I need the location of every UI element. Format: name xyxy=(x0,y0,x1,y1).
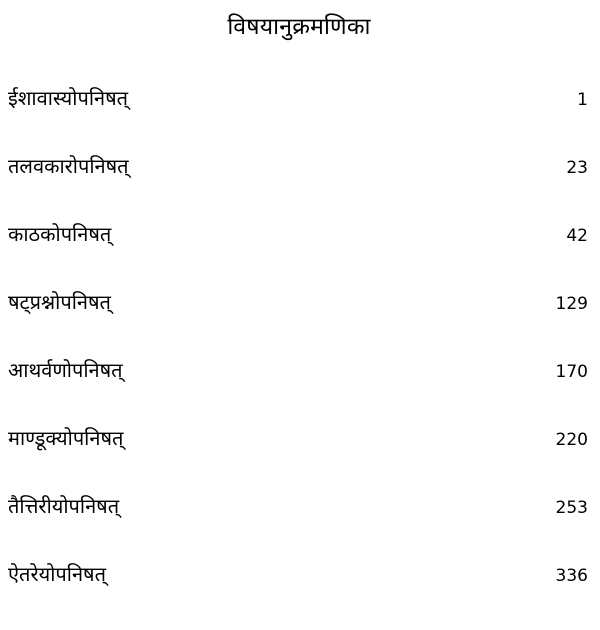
toc-entry-title: आथर्वणोपनिषत् xyxy=(8,357,123,382)
toc-row xyxy=(8,494,590,562)
toc-entry-page: 23 xyxy=(566,157,588,178)
table-of-contents xyxy=(8,86,590,630)
page-title: विषयानुक्रमणिका xyxy=(227,14,371,40)
toc-entry-title: तैत्तिरीयोपनिषत् xyxy=(8,493,120,518)
toc-entry-title: ऐतरेयोपनिषत् xyxy=(8,561,107,586)
toc-row xyxy=(8,562,590,630)
toc-row xyxy=(8,358,590,426)
toc-entry-title: ईशावास्योपनिषत् xyxy=(8,85,129,110)
toc-entry-page: 42 xyxy=(566,225,588,246)
toc-entry-page: 170 xyxy=(555,361,588,382)
toc-entry-page: 129 xyxy=(555,293,588,314)
toc-entry-title: माण्डूक्योपनिषत् xyxy=(8,425,124,450)
toc-row xyxy=(8,154,590,222)
toc-entry-title: षट्प्रश्नोपनिषत् xyxy=(8,289,111,314)
toc-row xyxy=(8,86,590,154)
document-page xyxy=(0,14,600,606)
toc-entry-title: तलवकारोपनिषत् xyxy=(8,153,129,178)
toc-row xyxy=(8,222,590,290)
toc-entry-page: 253 xyxy=(555,497,588,518)
toc-entry-page: 220 xyxy=(555,429,588,450)
toc-entry-page: 1 xyxy=(577,89,588,110)
toc-entry-page: 336 xyxy=(555,565,588,586)
toc-row xyxy=(8,426,590,494)
toc-row xyxy=(8,290,590,358)
toc-entry-title: काठकोपनिषत् xyxy=(8,221,112,246)
